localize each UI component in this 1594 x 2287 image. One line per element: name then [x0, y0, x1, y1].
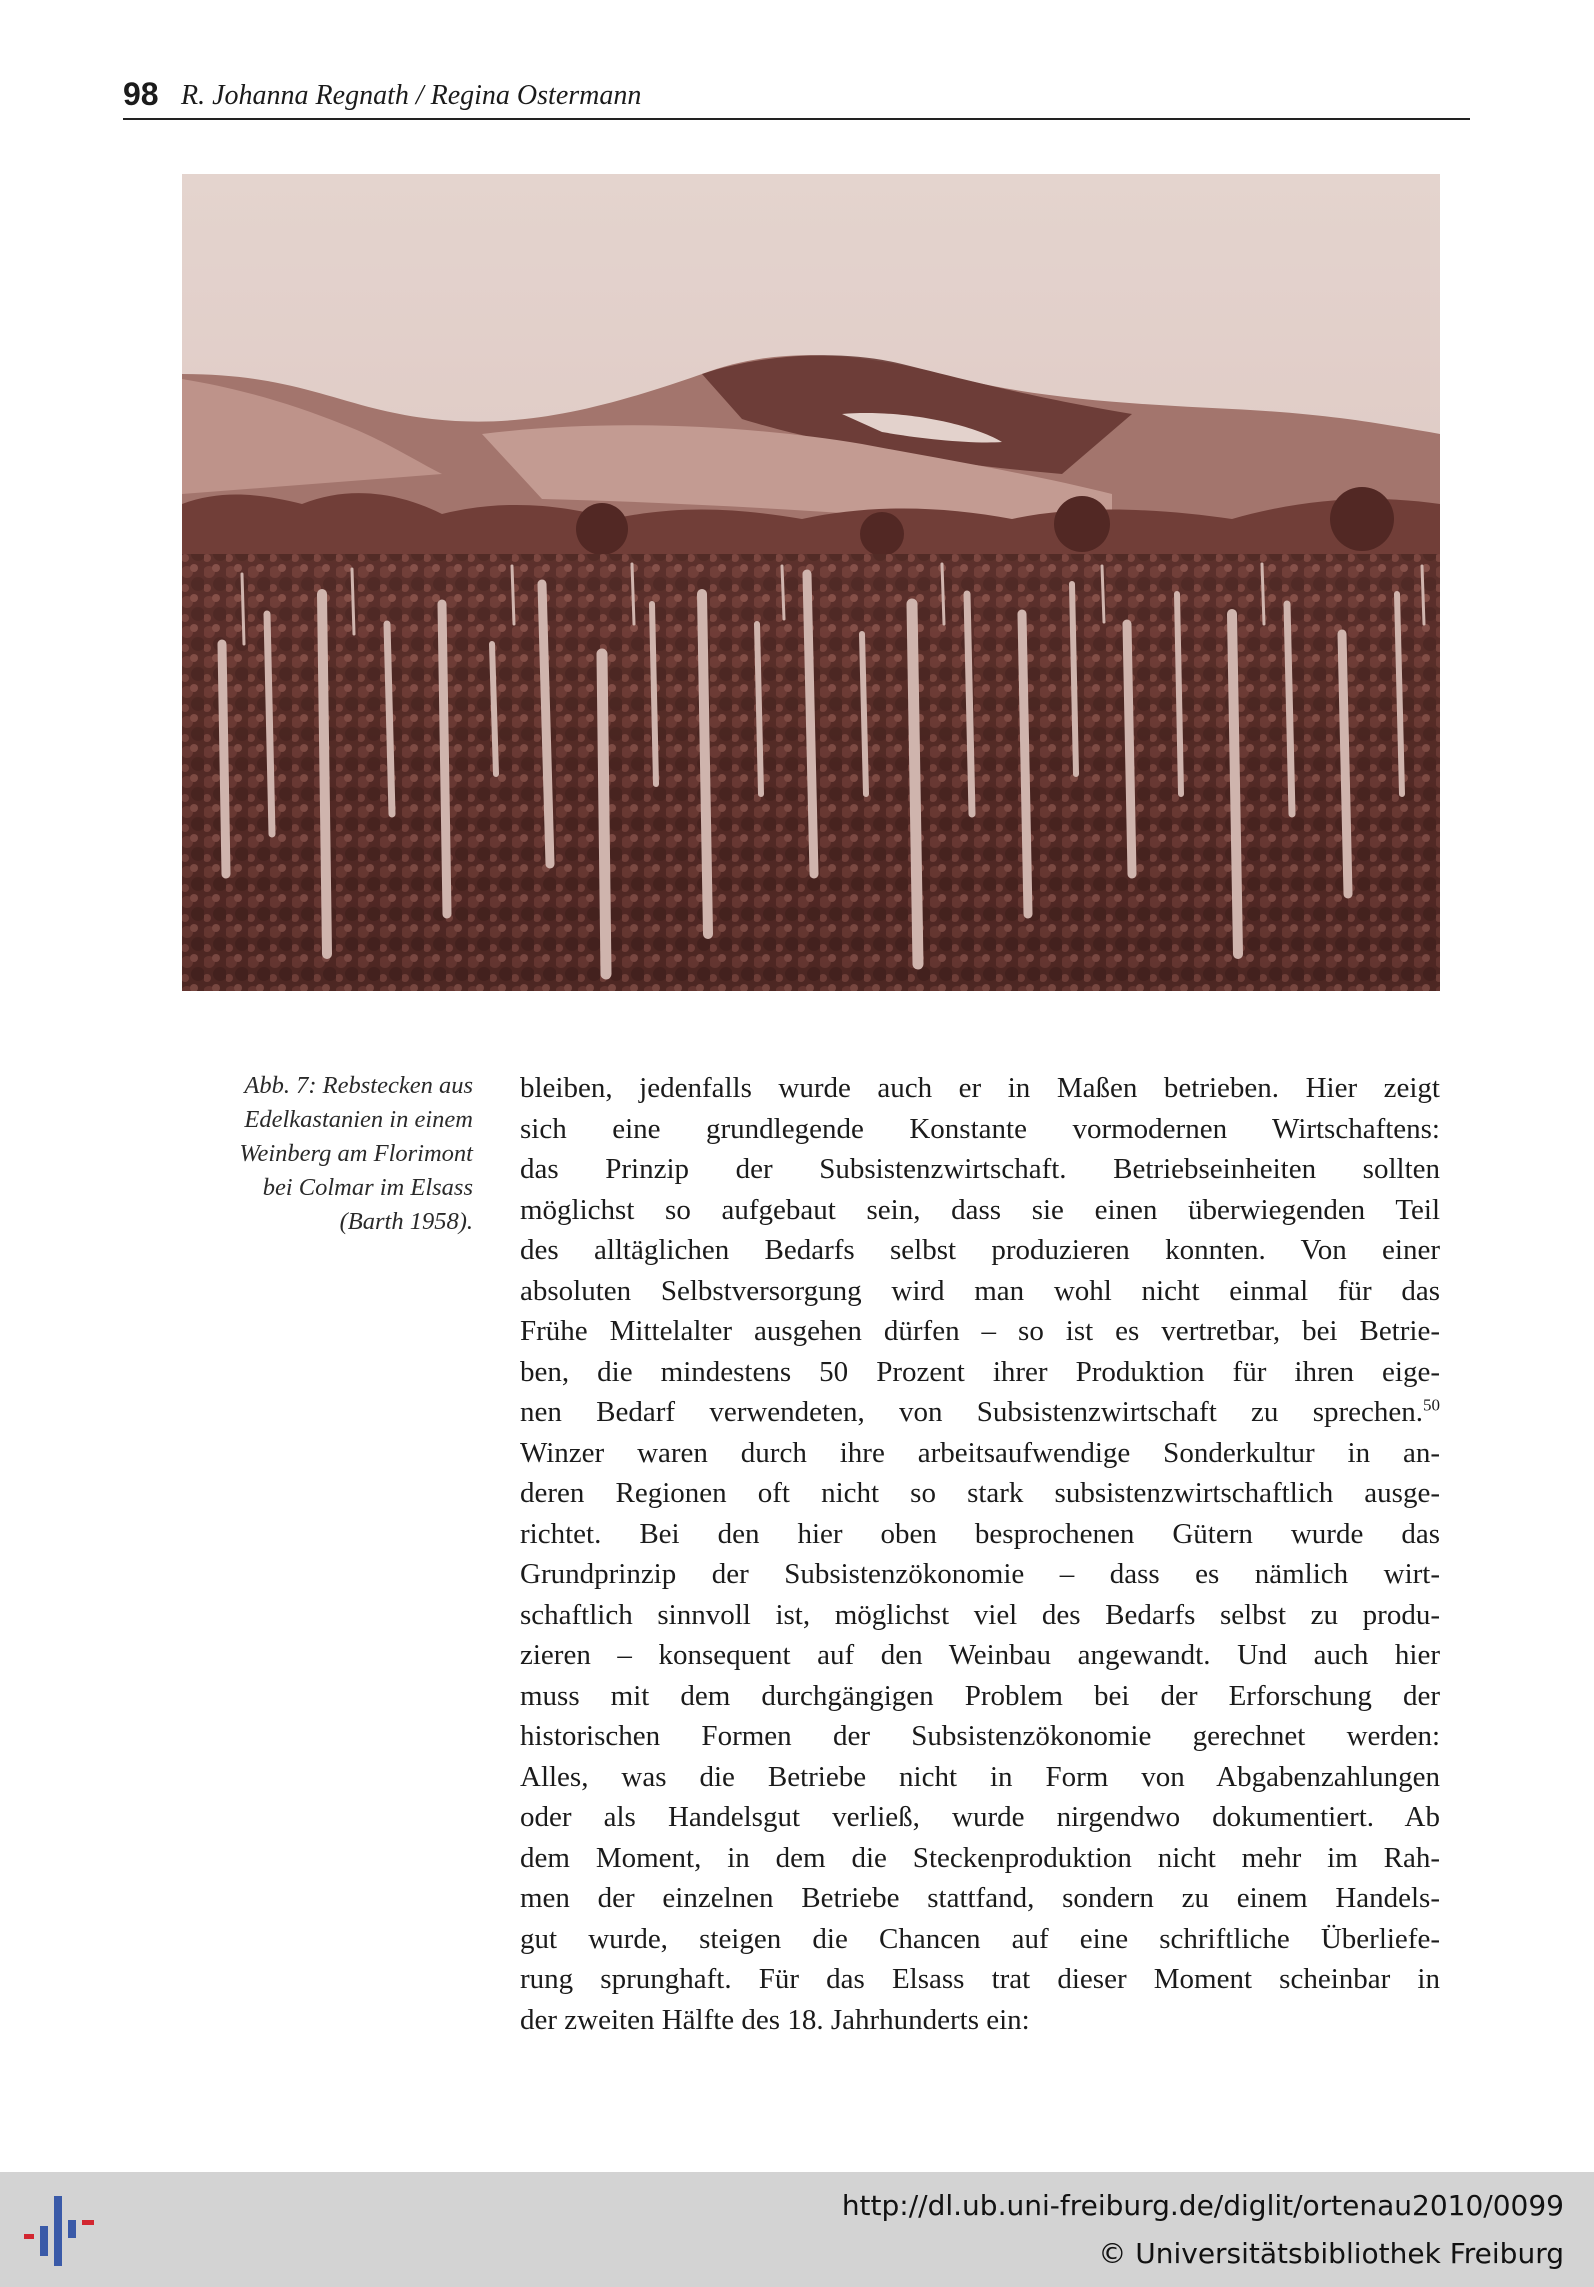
- text-line: dem Moment, in dem die Steckenproduktion nicht mehr im Rah-: [520, 1841, 1440, 1874]
- ub-freiburg-logo-icon: [20, 2190, 100, 2270]
- text-line: der zweiten Hälfte des 18. Jahrhunderts ein:: [520, 2003, 1030, 2036]
- text-line: bleiben, jedenfalls wurde auch er in Maßen betrieben. Hier zeigt: [520, 1072, 1440, 1104]
- text-line: ben, die mindestens 50 Prozent ihrer Produktion für ihren eige-: [520, 1355, 1440, 1388]
- text-line: das Prinzip der Subsistenzwirtschaft. Betriebseinheiten sollten: [520, 1153, 1440, 1185]
- footnote-marker: 50: [1423, 1395, 1440, 1415]
- caption-line: (Barth 1958).: [339, 1208, 473, 1235]
- text-line: schaftlich sinnvoll ist, möglichst viel des Bedarfs selbst zu produ-: [520, 1598, 1440, 1631]
- text-line: Winzer waren durch ihre arbeitsaufwendige Sonderkultur in an-: [520, 1436, 1440, 1469]
- footer-url-link[interactable]: http://dl.ub.uni-freiburg.de/diglit/ortenau2010/0099: [841, 2189, 1564, 2222]
- vineyard-photo-graphic: [182, 174, 1440, 991]
- text-line: Alles, was die Betriebe nicht in Form von Abgabenzahlungen: [520, 1760, 1440, 1793]
- text-line: deren Regionen oft nicht so stark subsistenzwirtschaftlich ausge-: [520, 1477, 1440, 1509]
- text-line: Grundprinzip der Subsistenzökonomie – dass es nämlich wirt-: [520, 1558, 1440, 1590]
- text-line: zieren – konsequent auf den Weinbau angewandt. Und auch hier: [520, 1639, 1440, 1671]
- text-line: oder als Handelsgut verließ, wurde nirgendwo dokumentiert. Ab: [520, 1801, 1440, 1833]
- caption-line: Abb. 7: Rebstecken aus: [244, 1072, 473, 1099]
- text-line: absoluten Selbstversorgung wird man wohl nicht einmal für das: [520, 1274, 1440, 1307]
- page-number: 98: [123, 76, 159, 112]
- text-line: muss mit dem durchgängigen Problem bei der Erforschung der: [520, 1679, 1440, 1712]
- text-line: Frühe Mittelalter ausgehen dürfen – so ist es vertretbar, bei Betrie-: [520, 1315, 1440, 1347]
- text-line: men der einzelnen Betriebe stattfand, sondern zu einem Handels-: [520, 1882, 1440, 1914]
- text-line: richtet. Bei den hier oben besprochenen Gütern wurde das: [520, 1517, 1440, 1550]
- figure-caption: [150, 1069, 473, 1239]
- text-line: sich eine grundlegende Konstante vormodernen Wirtschaftens:: [520, 1112, 1440, 1145]
- caption-line: Weinberg am Florimont: [239, 1140, 473, 1167]
- text-line: des alltäglichen Bedarfs selbst produzieren konnten. Von einer: [520, 1234, 1440, 1266]
- running-head-authors: R. Johanna Regnath / Regina Ostermann: [181, 80, 642, 111]
- vineyard-photo: [182, 174, 1440, 991]
- text-line: nen Bedarf verwendeten, von Subsistenzwirtschaft zu sprechen.: [520, 1396, 1423, 1428]
- text-line-with-footnote: [520, 1392, 1440, 1433]
- running-header: [123, 72, 1470, 120]
- text-line: möglichst so aufgebaut sein, dass sie einen überwiegenden Teil: [520, 1193, 1440, 1226]
- body-text: [520, 1068, 1440, 2040]
- footer-bar: [0, 2172, 1594, 2287]
- caption-line: bei Colmar im Elsass: [262, 1174, 473, 1201]
- text-line: gut wurde, steigen die Chancen auf eine schriftliche Überliefe-: [520, 1922, 1440, 1955]
- caption-line: Edelkastanien in einem: [244, 1106, 473, 1133]
- text-line: rung sprunghaft. Für das Elsass trat dieser Moment scheinbar in: [520, 1963, 1440, 1995]
- footer-copyright: © Universitätsbibliothek Freiburg: [1098, 2237, 1564, 2270]
- text-line: historischen Formen der Subsistenzökonomie gerechnet werden:: [520, 1720, 1440, 1752]
